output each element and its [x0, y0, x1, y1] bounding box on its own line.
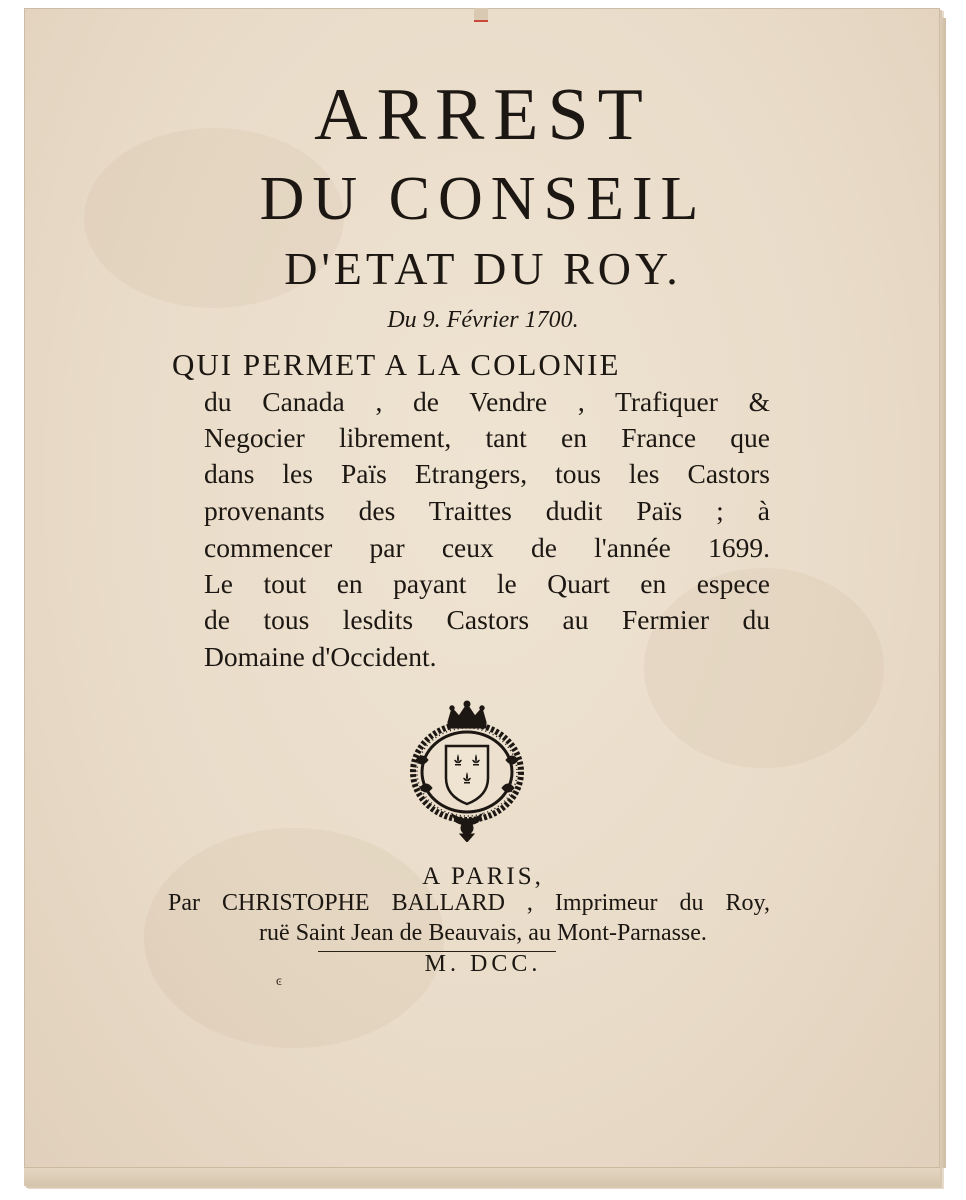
subtitle-line: de tous lesdits Castors au Fermier du	[204, 604, 770, 635]
subtitle-line: du Canada , de Vendre , Trafiquer &	[204, 386, 770, 417]
subtitle-line: provenants des Traittes dudit Païs ; à	[204, 495, 770, 526]
subtitle-line: Le tout en payant le Quart en espece	[204, 568, 770, 599]
subtitle-line: dans les Païs Etrangers, tous les Castors	[204, 458, 770, 489]
imprint-address: ruë Saint Jean de Beauvais, au Mont-Parnasse.	[259, 920, 707, 946]
title-line-2: DU CONSEIL	[259, 165, 707, 233]
imprint-year: M. DCC.	[424, 951, 542, 977]
imprint-printer: Par CHRISTOPHE BALLARD , Imprimeur du Roy,	[168, 890, 770, 916]
page-bottom-edge	[24, 1167, 940, 1186]
subtitle-line: Domaine d'Occident.	[204, 641, 437, 672]
subtitle-caps-line: QUI PERMET A LA COLONIE	[172, 347, 621, 382]
title-line-3: D'ETAT DU ROY.	[284, 243, 682, 294]
royal-arms-icon	[408, 700, 526, 842]
title-line-1: ARREST	[314, 74, 652, 156]
ink-speck: ͼ	[276, 974, 283, 989]
page-corner-mark	[474, 8, 488, 22]
decree-date: Du 9. Février 1700.	[387, 307, 579, 333]
subtitle-line: commencer par ceux de l'année 1699.	[204, 532, 770, 563]
subtitle-line: Negocier librement, tant en France que	[204, 422, 770, 453]
imprint-city: A PARIS,	[422, 863, 544, 890]
